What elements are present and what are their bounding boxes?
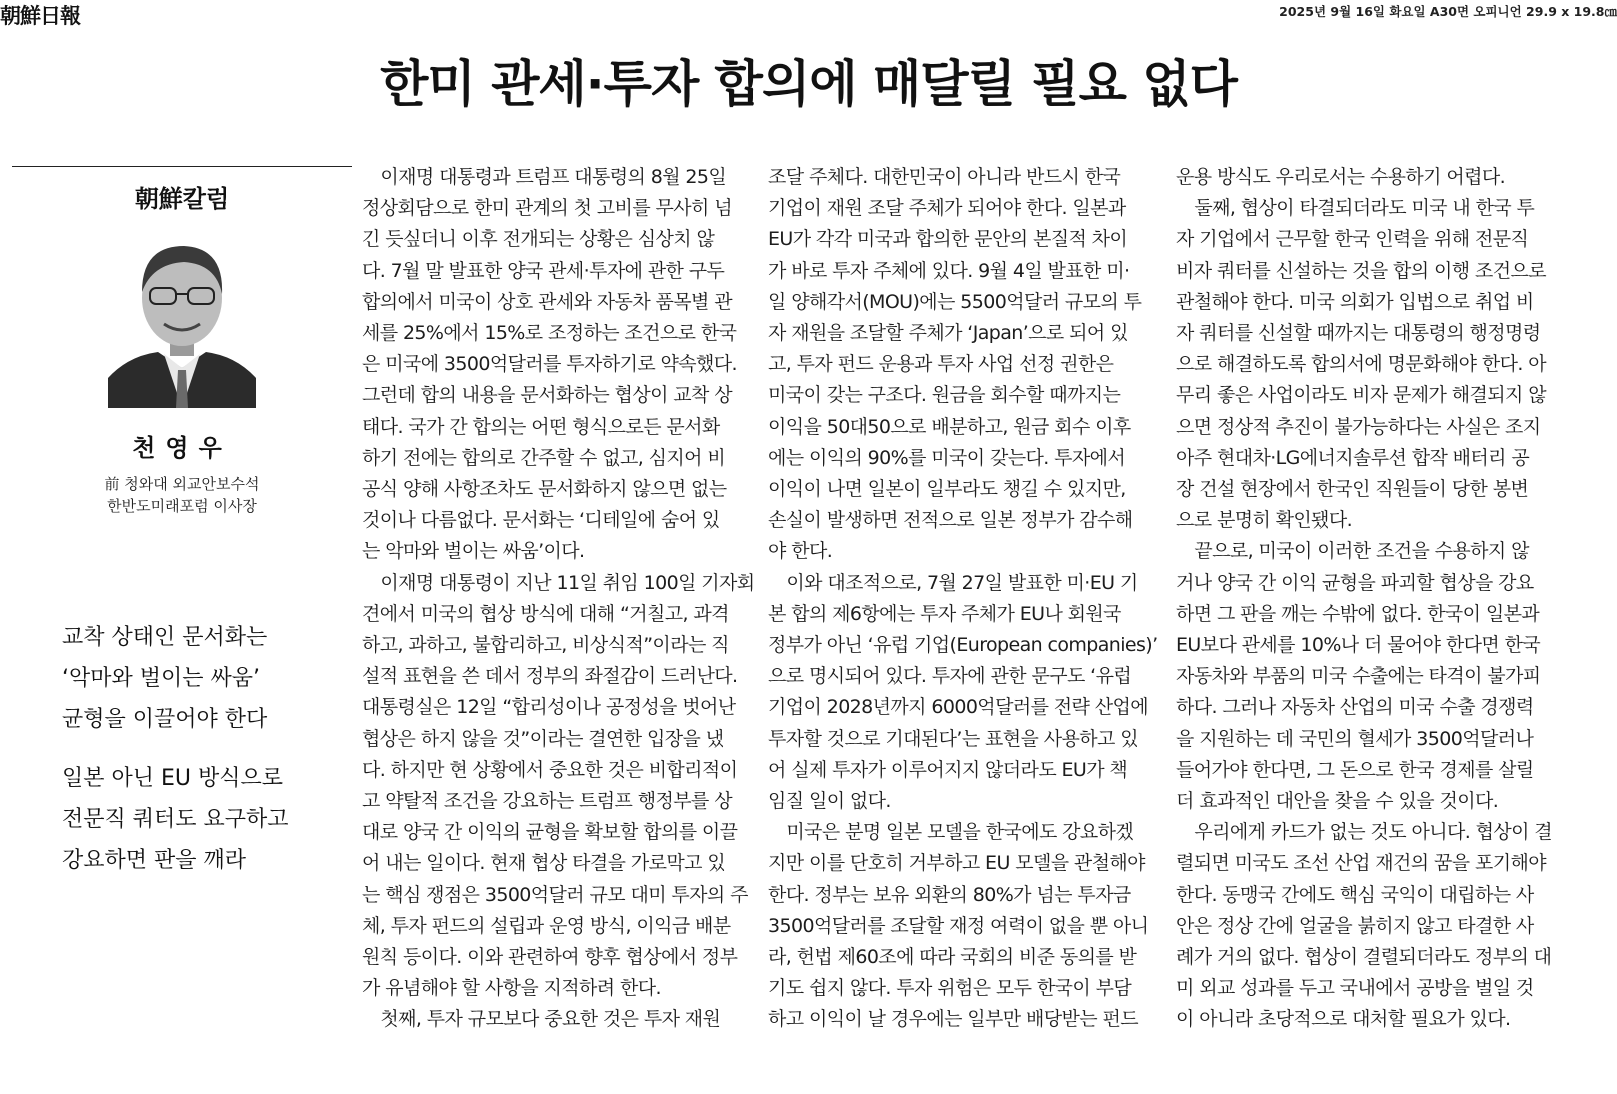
article-line: 한다. 동맹국 간에도 핵심 국익이 대립하는 사 bbox=[1176, 883, 1534, 906]
article-line: 끝으로, 미국이 이러한 조건을 수용하지 않 bbox=[1176, 540, 1529, 563]
pullquote-line: 강요하면 판을 깨라 bbox=[62, 848, 247, 873]
article-line: 일 양해각서(MOU)에는 5500억달러 규모의 투 bbox=[768, 290, 1142, 313]
pullquote-line: 전문직 쿼터도 요구하고 bbox=[62, 807, 289, 832]
article-line: 합의에서 미국이 상호 관세와 자동차 품목별 관 bbox=[362, 290, 732, 313]
pullquote bbox=[62, 617, 352, 740]
newspaper-masthead: 朝鮮日報 bbox=[0, 3, 80, 28]
pullquote-line: 교착 상태인 문서화는 bbox=[62, 625, 268, 650]
article-line: 기업이 재원 조달 주체가 되어야 한다. 일본과 bbox=[768, 197, 1126, 220]
article-line: 하다. 그러나 자동차 산업의 미국 수출 경쟁력 bbox=[1176, 696, 1534, 719]
article-line: 태다. 국가 간 합의는 어떤 형식으로든 문서화 bbox=[362, 415, 720, 438]
affiliation-line: 前 청와대 외교안보수석 bbox=[104, 475, 260, 493]
article-line: 들어가야 한다면, 그 돈으로 한국 경제를 살릴 bbox=[1176, 758, 1534, 781]
pullquote bbox=[62, 758, 352, 881]
article-line: 하면 그 판을 깨는 수밖에 없다. 한국이 일본과 bbox=[1176, 602, 1540, 625]
article-line: 렬되면 미국도 조선 산업 재건의 꿈을 포기해야 bbox=[1176, 852, 1546, 875]
author-name: 천영우 bbox=[132, 434, 232, 462]
article-line: 대통령실은 12일 “합리성이나 공정성을 벗어난 bbox=[362, 696, 736, 719]
article-line: 을 지원하는 데 국민의 혈세가 3500억달러나 bbox=[1176, 727, 1534, 750]
article-line: EU보다 관세를 10%나 더 물어야 한다면 한국 bbox=[1176, 634, 1541, 657]
article-line: 이재명 대통령이 지난 11일 취임 100일 기자회 bbox=[362, 571, 755, 594]
article-line: 관철해야 한다. 미국 의회가 입법으로 취업 비 bbox=[1176, 290, 1534, 313]
pullquote-line: 균형을 이끌어야 한다 bbox=[62, 707, 268, 732]
article-line: 그런데 합의 내용을 문서화하는 협상이 교착 상 bbox=[362, 384, 732, 407]
article-line: 정상회담으로 한미 관계의 첫 고비를 무사히 넘 bbox=[362, 197, 732, 220]
pullquote-line: 일본 아닌 EU 방식으로 bbox=[62, 766, 283, 791]
article-line: 자 기업에서 근무할 한국 인력을 위해 전문직 bbox=[1176, 228, 1529, 251]
article-line: 고, 투자 펀드 운용과 투자 사업 선정 권한은 bbox=[768, 353, 1114, 376]
article-line: 공식 양해 사항조차도 문서화하지 않으면 없는 bbox=[362, 478, 727, 501]
article-line: 하고, 과하고, 불합리하고, 비상식적”이라는 직 bbox=[362, 634, 729, 657]
article-line: 으로 분명히 확인됐다. bbox=[1176, 509, 1353, 532]
article-line: 이와 대조적으로, 7월 27일 발표한 미·EU 기 bbox=[768, 571, 1138, 594]
article-line: 으로 해결하도록 합의서에 명문화해야 한다. 아 bbox=[1176, 353, 1546, 376]
article-line: 에는 이익의 90%를 미국이 갖는다. 투자에서 bbox=[768, 446, 1126, 469]
article-line: 협상은 하지 않을 것”이라는 결연한 입장을 냈 bbox=[362, 727, 724, 750]
article-line: 하기 전에는 합의로 간주할 수 없고, 심지어 비 bbox=[362, 446, 726, 469]
article-line: 지만 이를 단호히 거부하고 EU 모델을 관철해야 bbox=[768, 852, 1145, 875]
article-line: 기도 쉽지 않다. 투자 위험은 모두 한국이 부담 bbox=[768, 977, 1132, 1000]
article-line: 안은 정상 간에 얼굴을 붉히지 않고 타결한 사 bbox=[1176, 914, 1534, 937]
article-line: 이익을 50대50으로 배분하고, 원금 회수 이후 bbox=[768, 415, 1131, 438]
columnist-sidebar bbox=[12, 166, 352, 881]
article-line: 긴 듯싶더니 이후 전개되는 상황은 심상치 않 bbox=[362, 228, 715, 251]
article-line: 미국은 분명 일본 모델을 한국에도 강요하겠 bbox=[768, 821, 1134, 844]
author-affiliation bbox=[12, 473, 352, 517]
article-line: 이 아니라 초당적으로 대처할 필요가 있다. bbox=[1176, 1008, 1511, 1031]
article-line: 투자할 것으로 기대된다’는 표현을 사용하고 있 bbox=[768, 727, 1138, 750]
article-line: 가 유념해야 할 사항을 지적하려 한다. bbox=[362, 977, 661, 1000]
article-line: 본 합의 제6항에는 투자 주체가 EU나 회원국 bbox=[768, 602, 1121, 625]
article-line: 아주 현대차·LG에너지솔루션 합작 배터리 공 bbox=[1176, 446, 1530, 469]
article-line: 원칙 등이다. 이와 관련하여 향후 협상에서 정부 bbox=[362, 946, 738, 969]
article-line: 다. 7월 말 발표한 양국 관세·투자에 관한 구두 bbox=[362, 259, 725, 282]
article-line: 어 내는 일이다. 현재 협상 타결을 가로막고 있 bbox=[362, 852, 726, 875]
article-line: 이재명 대통령과 트럼프 대통령의 8월 25일 bbox=[362, 166, 727, 188]
article-line: 으로 명시되어 있다. 투자에 관한 문구도 ‘유럽 bbox=[768, 665, 1132, 688]
article-line: 비자 쿼터를 신설하는 것을 합의 이행 조건으로 bbox=[1176, 259, 1546, 282]
article-line: 더 효과적인 대안을 찾을 수 있을 것이다. bbox=[1176, 790, 1499, 813]
article-column-1 bbox=[362, 162, 755, 1036]
article-line: 거나 양국 간 이익 균형을 파괴할 협상을 강요 bbox=[1176, 571, 1534, 594]
publication-info: 2025년 9월 16일 화요일 A30면 오피니언 29.9 x 19.8㎝ bbox=[1279, 4, 1617, 19]
article-line: 견에서 미국의 협상 방식에 대해 “거칠고, 과격 bbox=[362, 602, 729, 625]
article-line: 정부가 아닌 ‘유럽 기업(European companies)’ bbox=[768, 634, 1158, 657]
author-portrait bbox=[108, 228, 256, 408]
article-line: 우리에게 카드가 없는 것도 아니다. 협상이 결 bbox=[1176, 821, 1553, 844]
article-line: 다. 하지만 현 상황에서 중요한 것은 비합리적이 bbox=[362, 758, 738, 781]
article-line: 으면 정상적 추진이 불가능하다는 사실은 조지 bbox=[1176, 415, 1541, 438]
article-column-3 bbox=[1176, 162, 1561, 1036]
article-line: 야 한다. bbox=[768, 540, 833, 563]
pullquote-line: ‘악마와 벌이는 싸움’ bbox=[62, 666, 260, 691]
article-line: 미국이 갖는 구조다. 원금을 회수할 때까지는 bbox=[768, 384, 1121, 407]
article-line: 례가 거의 없다. 협상이 결렬되더라도 정부의 대 bbox=[1176, 946, 1552, 969]
article-line: 어 실제 투자가 이루어지지 않더라도 EU가 책 bbox=[768, 758, 1128, 781]
article-line: 설적 표현을 쓴 데서 정부의 좌절감이 드러난다. bbox=[362, 665, 738, 688]
article-line: 기업이 2028년까지 6000억달러를 전략 산업에 bbox=[768, 696, 1148, 719]
article-line: 하고 이익이 날 경우에는 일부만 배당받는 펀드 bbox=[768, 1008, 1138, 1031]
article-line: 가 바로 투자 주체에 있다. 9월 4일 발표한 미· bbox=[768, 259, 1130, 282]
article-line: 미 외교 성과를 두고 국내에서 공방을 벌일 것 bbox=[1176, 977, 1534, 1000]
article-line: 임질 일이 없다. bbox=[768, 790, 891, 813]
article-line: 무리 좋은 사업이라도 비자 문제가 해결되지 않 bbox=[1176, 384, 1546, 407]
article-line: 3500억달러를 조달할 재정 여력이 없을 뿐 아니 bbox=[768, 914, 1149, 937]
article-line: 자동차와 부품의 미국 수출에는 타격이 불가피 bbox=[1176, 665, 1541, 688]
article-line: 는 핵심 쟁점은 3500억달러 규모 대미 투자의 주 bbox=[362, 883, 748, 906]
article-line: 고 약탈적 조건을 강요하는 트럼프 행정부를 상 bbox=[362, 790, 732, 813]
article-line: EU가 각각 미국과 합의한 문안의 본질적 차이 bbox=[768, 228, 1128, 251]
article-column-2 bbox=[768, 162, 1158, 1036]
sidebar-rule bbox=[12, 166, 352, 167]
article-line: 라, 헌법 제60조에 따라 국회의 비준 동의를 받 bbox=[768, 946, 1137, 969]
affiliation-line: 한반도미래포럼 이사장 bbox=[107, 497, 257, 515]
article-line: 은 미국에 3500억달러를 투자하기로 약속했다. bbox=[362, 353, 737, 376]
article-line: 체, 투자 펀드의 설립과 운영 방식, 이익금 배분 bbox=[362, 914, 731, 937]
column-name: 朝鮮칼럼 bbox=[134, 185, 230, 213]
article-line: 이익이 나면 일본이 일부라도 챙길 수 있지만, bbox=[768, 478, 1126, 501]
article-line: 자 쿼터를 신설할 때까지는 대통령의 행정명령 bbox=[1176, 322, 1541, 345]
article-line: 세를 25%에서 15%로 조정하는 조건으로 한국 bbox=[362, 322, 737, 345]
article-line: 는 악마와 벌이는 싸움’이다. bbox=[362, 540, 585, 563]
article-line: 둘째, 협상이 타결되더라도 미국 내 한국 투 bbox=[1176, 197, 1535, 220]
article-line: 한다. 정부는 보유 외환의 80%가 넘는 투자금 bbox=[768, 883, 1131, 906]
article-line: 운용 방식도 우리로서는 수용하기 어렵다. bbox=[1176, 166, 1506, 188]
article-line: 첫째, 투자 규모보다 중요한 것은 투자 재원 bbox=[362, 1008, 721, 1031]
article-line: 것이나 다름없다. 문서화는 ‘디테일에 숨어 있 bbox=[362, 509, 720, 532]
article-line: 대로 양국 간 이익의 균형을 확보할 합의를 이끌 bbox=[362, 821, 738, 844]
headline: 한미 관세·투자 합의에 매달릴 필요 없다 bbox=[380, 55, 1237, 113]
article-line: 장 건설 현장에서 한국인 직원들이 당한 봉변 bbox=[1176, 478, 1529, 501]
article-line: 손실이 발생하면 전적으로 일본 정부가 감수해 bbox=[768, 509, 1133, 532]
article-line: 자 재원을 조달할 주체가 ‘Japan’으로 되어 있 bbox=[768, 322, 1128, 345]
article-line: 조달 주체다. 대한민국이 아니라 반드시 한국 bbox=[768, 166, 1121, 188]
